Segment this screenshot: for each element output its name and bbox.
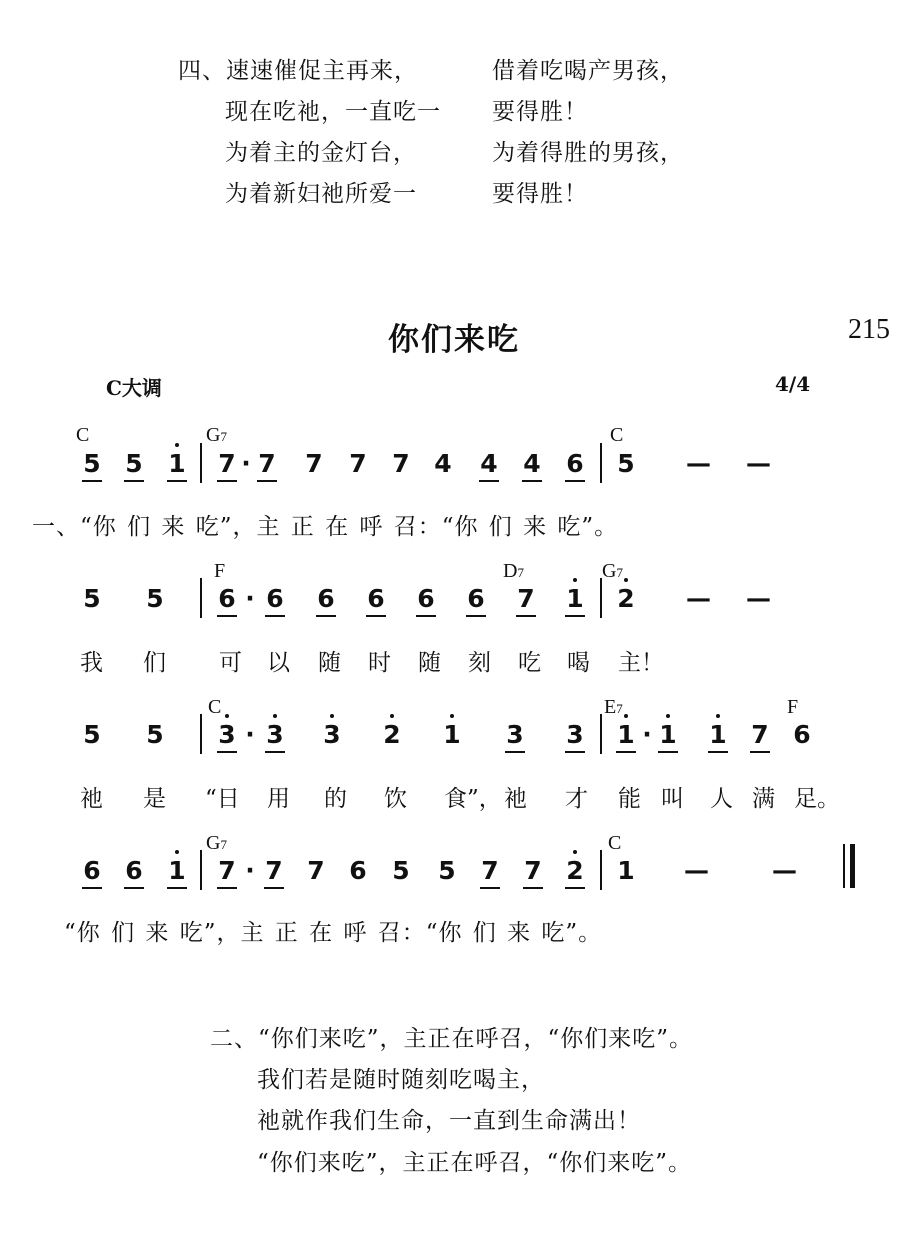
note: 6 [218,584,236,613]
note: 5 [83,720,101,749]
underline [124,480,144,482]
note: 5 [146,584,164,613]
chord: G7 [602,560,623,582]
note: 7 [305,449,323,478]
chord: C [76,424,90,446]
note: 3 [215,720,239,750]
dotted-note: · [241,449,251,478]
chord: F [214,560,226,582]
underline [82,480,102,482]
note: 2 [614,584,638,614]
verse4-line1-right: 借着吃喝产男孩， [492,58,684,84]
underline [750,751,770,753]
lyric-syllable: 才 [565,786,588,812]
dash: — [686,449,711,478]
barline [200,714,202,754]
lyric-syllable: 叫 [661,786,684,812]
underline [416,615,436,617]
barline [200,443,202,483]
note: 6 [417,584,435,613]
underline [167,887,187,889]
note: 5 [125,449,143,478]
underline [217,615,237,617]
chord: E7 [604,696,623,718]
note: 3 [506,720,524,749]
verse2-line1: 二、“你们来吃”，主正在呼召，“你们来吃”。 [210,1026,694,1052]
note: 7 [481,856,499,885]
underline [479,480,499,482]
barline [600,578,602,618]
lyric-syllable: 的 [324,786,347,812]
barline [600,850,602,890]
underline [708,751,728,753]
verse2-line4: “你们来吃”，主正在呼召，“你们来吃”。 [257,1150,693,1176]
note: 7 [524,856,542,885]
verse4-line1-left: 四、速速催促主再来， [178,58,418,84]
verse4-line4-left: 为着新妇祂所爱一 [225,181,417,207]
dotted-note: · [245,584,255,613]
underline [565,887,585,889]
lyric-syllable: 祂 [80,786,103,812]
note: 1 [656,720,680,750]
chord: F [787,696,799,718]
note: 1 [165,449,189,479]
note: 2 [563,856,587,886]
lyric-syllable: 人 [710,786,733,812]
lyric-syllable: 用 [267,786,290,812]
underline [124,887,144,889]
note: 7 [392,449,410,478]
note: 4 [434,449,452,478]
lyric-syllable: 足。 [794,786,840,812]
note: 7 [307,856,325,885]
note: 6 [467,584,485,613]
note: 5 [83,449,101,478]
dash: — [684,856,709,885]
lyric-syllable: 我 [80,650,103,676]
time-signature: 4/4 [775,372,811,396]
underline [522,480,542,482]
note: 6 [83,856,101,885]
note: 5 [83,584,101,613]
lyric-syllable: 随 [418,650,441,676]
verse4-line4-right: 要得胜！ [492,181,588,207]
chord: G7 [206,832,227,854]
note: 7 [218,856,236,885]
underline [264,887,284,889]
underline [466,615,486,617]
note: 7 [258,449,276,478]
note: 4 [523,449,541,478]
lyric-syllable: 是 [143,786,166,812]
lyric-syllable: 主！ [618,650,664,676]
underline [257,480,277,482]
underline [565,751,585,753]
lyric-syllable: 刻 [468,650,491,676]
note: 6 [566,449,584,478]
verse2-line2: 我们若是随时随刻吃喝主， [257,1067,545,1093]
underline [658,751,678,753]
lyric-syllable: 满 [752,786,775,812]
note: 6 [266,584,284,613]
dotted-note: · [245,720,255,749]
underline [480,887,500,889]
note: 5 [617,449,635,478]
dash: — [772,856,797,885]
lyric-syllable: 们 [143,650,166,676]
note: 7 [265,856,283,885]
lyric-line: 一、“你 们 来 吃”，主 正 在 呼 召：“你 们 来 吃”。 [32,514,619,540]
underline [505,751,525,753]
chord: C [610,424,624,446]
note: 6 [349,856,367,885]
note: 4 [480,449,498,478]
lyric-syllable: 喝 [567,650,590,676]
note: 6 [793,720,811,749]
final-barline-thin [843,844,845,888]
barline [200,850,202,890]
underline [316,615,336,617]
underline [366,615,386,617]
underline [82,887,102,889]
note: 2 [380,720,404,750]
note: 6 [125,856,143,885]
chord: D7 [503,560,524,582]
note: 3 [566,720,584,749]
lyric-syllable: 可 [219,650,242,676]
lyric-syllable: 随 [318,650,341,676]
note: 1 [614,720,638,750]
underline [616,751,636,753]
underline [217,480,237,482]
dotted-note: · [245,856,255,885]
lyric-syllable: 祂 [504,786,527,812]
note: 5 [392,856,410,885]
note: 1 [165,856,189,886]
note: 1 [706,720,730,750]
dash: — [686,584,711,613]
lyric-syllable: “日 [205,786,240,812]
barline [600,714,602,754]
verse4-line3-right: 为着得胜的男孩， [492,140,684,166]
underline [217,751,237,753]
dotted-note: · [642,720,652,749]
note: 6 [367,584,385,613]
note: 7 [218,449,236,478]
note: 7 [517,584,535,613]
note: 1 [617,856,635,885]
note: 5 [146,720,164,749]
lyric-syllable: 食”， [444,786,502,812]
lyric-syllable: 饮 [384,786,407,812]
lyric-syllable: 吃 [518,650,541,676]
verse4-line3-left: 为着主的金灯台， [225,140,417,166]
note: 3 [263,720,287,750]
dash: — [746,584,771,613]
song-title: 你们来吃 [388,322,520,358]
note: 6 [317,584,335,613]
note: 7 [751,720,769,749]
page-number: 215 [848,314,890,345]
barline [200,578,202,618]
underline [523,887,543,889]
lyric-syllable: 以 [267,650,290,676]
note: 5 [438,856,456,885]
chord: G7 [206,424,227,446]
underline [565,615,585,617]
underline [516,615,536,617]
note: 1 [563,584,587,614]
note: 3 [320,720,344,750]
barline [600,443,602,483]
verse4-line2-right: 要得胜！ [492,99,588,125]
chord: C [208,696,222,718]
lyric-line: “你 们 来 吃”，主 正 在 呼 召：“你 们 来 吃”。 [64,920,603,946]
underline [565,480,585,482]
note: 7 [349,449,367,478]
verse4-line2-left: 现在吃祂，一直吃一 [225,99,441,125]
note: 1 [440,720,464,750]
underline [265,751,285,753]
final-barline-thick [850,844,855,888]
chord: C [608,832,622,854]
underline [217,887,237,889]
underline [167,480,187,482]
underline [265,615,285,617]
verse2-line3: 祂就作我们生命，一直到生命满出！ [257,1108,641,1134]
lyric-syllable: 能 [618,786,641,812]
lyric-syllable: 时 [368,650,391,676]
key-signature: C大调 [106,376,162,400]
dash: — [746,449,771,478]
